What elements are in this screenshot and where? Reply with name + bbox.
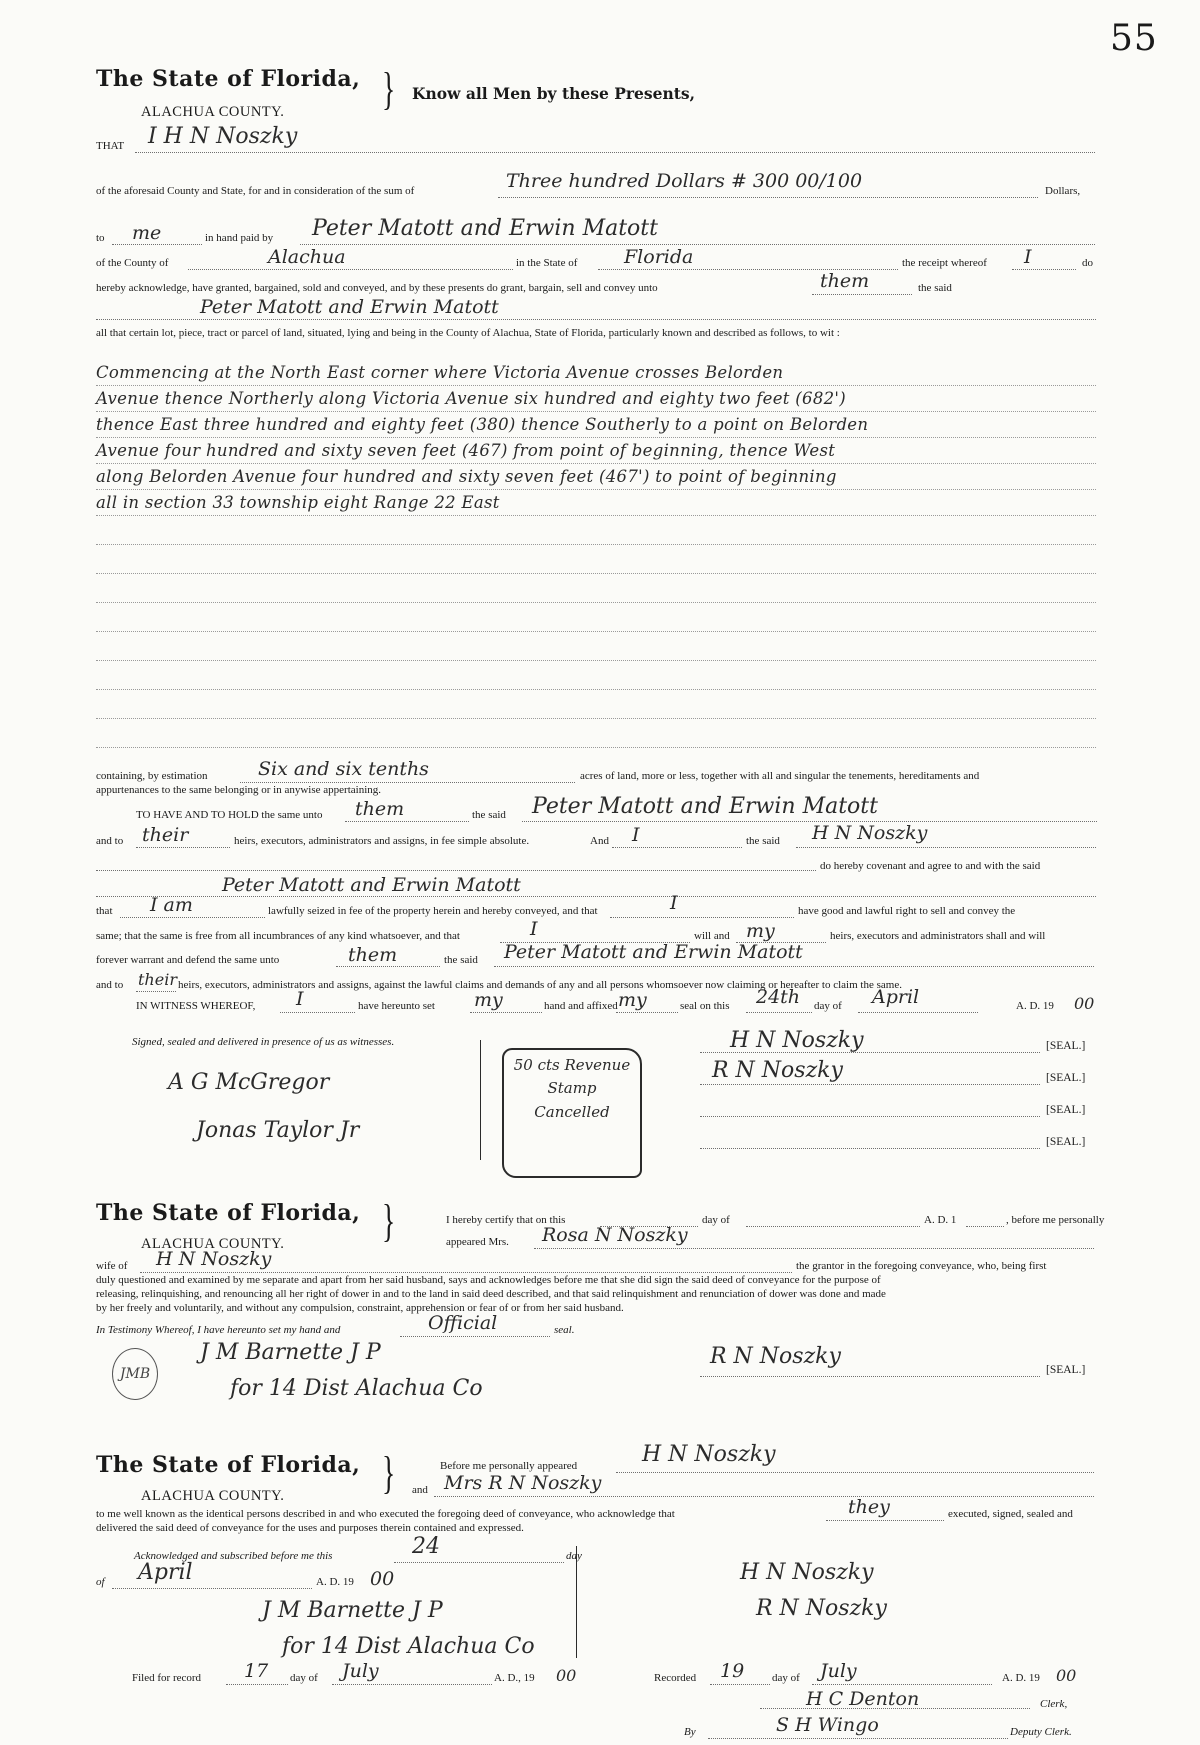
of-label: of (96, 1576, 105, 1588)
will-who: my (746, 920, 775, 942)
will-and-label: will and (694, 930, 730, 942)
hand-line (470, 1012, 542, 1013)
ack-day: 24 (412, 1534, 440, 1559)
wife-of-label: wife of (96, 1260, 128, 1272)
signature-line (700, 1084, 1040, 1085)
filed-month-line (332, 1684, 492, 1685)
sum-line (498, 197, 1038, 198)
desc-rule (96, 489, 1096, 490)
witness-signature: Jonas Taylor Jr (196, 1118, 360, 1143)
dower-text: duly questioned and examined by me separate and apart from her said husband, says and acknowledges before me that she did sign the said deed of conveyance for the purpose of (96, 1274, 881, 1286)
justice-signature: for 14 Dist Alachua Co (230, 1376, 483, 1401)
lawfully-who: I (670, 892, 678, 914)
that-line (120, 917, 265, 918)
know-all-men-heading: Know all Men by these Presents, (412, 84, 696, 103)
and-line (612, 847, 742, 848)
wife-of-line (140, 1272, 792, 1273)
grantor-signature: H N Noszky (740, 1560, 874, 1585)
ack-text: delivered the said deed of conveyance for the uses and purposes therein contained and expressed. (96, 1522, 524, 1534)
and-to-line (136, 991, 176, 992)
to-line (112, 244, 202, 245)
and-who: I (632, 824, 640, 846)
seal-mark: [SEAL.] (1046, 1072, 1086, 1084)
seal-mark: [SEAL.] (1046, 1136, 1086, 1148)
grantor-signature: H N Noszky (730, 1028, 864, 1053)
wife-name: Rosa N Noszky (542, 1224, 688, 1246)
official-word: Official (428, 1312, 498, 1334)
appeared-name: H N Noszky (642, 1442, 776, 1467)
grantees-line (96, 319, 1096, 320)
certify-year-line (966, 1226, 1004, 1227)
recorded-month: July (820, 1660, 857, 1682)
grantees-names: Peter Matott and Erwin Matott (222, 874, 521, 896)
said-line (522, 821, 1097, 822)
heading-bracket: } (382, 63, 396, 114)
clerk-label: Clerk, (1040, 1698, 1068, 1710)
appeared-line (616, 1472, 1094, 1473)
description-line: Avenue thence Northerly along Victoria Avenue six hundred and eighty two feet (682') (96, 389, 846, 408)
covenant-line (96, 870, 816, 871)
containing-label: containing, by estimation (96, 770, 208, 782)
unto-line (812, 294, 912, 295)
description-line: all in section 33 township eight Range 22 East (96, 493, 500, 512)
of-county-label: of the County of (96, 257, 169, 269)
ack-bracket (576, 1546, 577, 1658)
heading-bracket: } (382, 1195, 396, 1246)
state-name: Florida (624, 246, 694, 268)
deputy-clerk-label: Deputy Clerk. (1010, 1726, 1072, 1738)
certify-month-line (746, 1226, 920, 1227)
desc-rule (96, 602, 1096, 603)
stamp-line: Cancelled (534, 1102, 610, 1121)
ack-month: April (138, 1560, 193, 1585)
hand-who: my (474, 989, 503, 1011)
they-word: they (848, 1496, 890, 1518)
ack-year: 00 (370, 1568, 395, 1590)
seal-mark: [SEAL.] (1046, 1364, 1086, 1376)
ack-text: to me well known as the identical persons described in and who executed the foregoing deed of conveyance, who acknowledge that (96, 1508, 675, 1520)
county-line (188, 269, 513, 270)
day-label: day (566, 1550, 582, 1562)
signature-line (700, 1052, 1040, 1053)
payer-line (300, 244, 1095, 245)
the-said-label: the said (472, 809, 506, 821)
state-heading: The State of Florida, (96, 1452, 361, 1478)
witness-who-line (280, 1012, 355, 1013)
and-to-line (136, 847, 230, 848)
description-line: along Belorden Avenue four hundred and sixty seven feet (467') to point of beginning (96, 467, 837, 486)
desc-rule (96, 573, 1096, 574)
witness-day: 24th (756, 986, 801, 1008)
appeared-line (534, 1248, 1094, 1249)
certify-text: I hereby certify that on this (446, 1214, 566, 1226)
state-heading: The State of Florida, (96, 1200, 361, 1226)
deputy-line (708, 1738, 1008, 1739)
witness-who: I (296, 988, 304, 1010)
ad-label: A. D. 19 (316, 1576, 354, 1588)
and-to-label: and to (96, 835, 124, 847)
filed-year: 00 (556, 1666, 577, 1685)
that-label: that (96, 905, 113, 917)
witness-year: 00 (1074, 994, 1095, 1013)
filed-month: July (342, 1660, 379, 1682)
consideration-text: of the aforesaid County and State, for and in consideration of the sum of (96, 185, 415, 197)
executed-text: executed, signed, sealed and (948, 1508, 1073, 1520)
hereby-acknowledge-text: hereby acknowledge, have granted, bargained, sold and conveyed, and by these presents do grant, bargain, sell and convey unto (96, 282, 658, 294)
rec-month-line (812, 1684, 992, 1685)
official-line (400, 1336, 550, 1337)
grantor-text: the grantor in the foregoing conveyance, who, being first (796, 1260, 1047, 1272)
the-said-label: the said (918, 282, 952, 294)
forever-line (336, 966, 440, 967)
free-incumbrances-text: same; that the same is free from all incumbrances of any kind whatsoever, and that (96, 930, 460, 942)
and-to-whom: their (138, 970, 177, 989)
acres-value: Six and six tenths (258, 758, 429, 780)
desc-rule (96, 747, 1096, 748)
covenant-text: do hereby covenant and agree to and with the said (820, 860, 1041, 872)
acres-text: acres of land, more or less, together with all and singular the tenements, hereditaments and (580, 770, 980, 782)
county-heading: ALACHUA COUNTY. (141, 104, 285, 120)
desc-rule (96, 718, 1096, 719)
revenue-stamp (502, 1048, 642, 1178)
dollars-label: Dollars, (1045, 185, 1081, 197)
recorded-day: 19 (720, 1660, 745, 1682)
stamp-line: 50 cts Revenue (513, 1056, 631, 1074)
signature-line (700, 1148, 1040, 1149)
dower-text: by her freely and voluntarily, and without any compulsion, constraint, apprehension or fear of or from her said husband. (96, 1302, 624, 1314)
lawfully-text: lawfully seized in fee of the property herein and hereby conveyed, and that (268, 905, 598, 917)
seal-on-label: seal on this (680, 1000, 730, 1012)
good-right-text: have good and lawful right to sell and convey the (798, 905, 1016, 917)
desc-rule (96, 544, 1096, 545)
and-to-label: and to (96, 979, 124, 991)
grantees-names: Peter Matott and Erwin Matott (504, 941, 803, 963)
ad-label: A. D. 19 (1016, 1000, 1054, 1012)
all-that-text: all that certain lot, piece, tract or parcel of land, situated, lying and being in the County of Alachua, State of Florida, particularly known and described as follows, to wit : (96, 327, 840, 339)
forever-warrant-text: forever warrant and defend the same unto (96, 954, 280, 966)
they-line (826, 1520, 944, 1521)
filed-day: 17 (244, 1660, 269, 1682)
notary-seal-emblem: JMB (112, 1348, 158, 1400)
month-line (858, 1012, 978, 1013)
and-label: And (590, 835, 609, 847)
receipt-line (1012, 269, 1076, 270)
clerk-signature: H C Denton (806, 1688, 920, 1710)
desc-rule (96, 411, 1096, 412)
husband-name: H N Noszky (156, 1248, 272, 1270)
dower-text: releasing, relinquishing, and renouncing all her right of dower in and to the land in said deed described, and that said relinquishment and renunciation of dower was done and made (96, 1288, 886, 1300)
desc-rule (96, 385, 1096, 386)
heirs-text: heirs, executors, administrators and assigns, in fee simple absolute. (234, 835, 530, 847)
to-label: to (96, 232, 105, 244)
ad-label: A. D. 19 (1002, 1672, 1040, 1684)
recorded-year: 00 (1056, 1666, 1077, 1685)
recorded-label: Recorded (654, 1672, 697, 1684)
ack-month-line (112, 1588, 312, 1589)
appurtenances-text: appurtenances to the same belonging or in anywise appertaining. (96, 784, 381, 796)
to-have-label: TO HAVE AND TO HOLD the same unto (136, 809, 323, 821)
wife-signature: R N Noszky (710, 1344, 841, 1369)
and-label: and (412, 1484, 428, 1496)
that-line (135, 152, 1095, 153)
and-to-whom: their (142, 824, 189, 846)
lawfully-line (610, 917, 794, 918)
desc-rule (96, 660, 1096, 661)
unto-whom: them (820, 270, 870, 292)
before-me-label: Before me personally appeared (440, 1460, 578, 1472)
seal-word: seal. (554, 1324, 575, 1336)
state-heading: The State of Florida, (96, 66, 361, 92)
that-label: THAT (96, 140, 125, 152)
grantees-line (96, 896, 1096, 897)
wife-signature: R N Noszky (712, 1058, 843, 1083)
signed-sealed-label: Signed, sealed and delivered in presence of us as witnesses. (132, 1036, 395, 1048)
that-who: I am (150, 894, 193, 916)
grantor-line (796, 847, 1096, 848)
the-said-label: the said (746, 835, 780, 847)
day-of-label: day of (290, 1672, 318, 1684)
ack-day-line (394, 1562, 564, 1563)
description-line: thence East three hundred and eighty feet (380) thence Southerly to a point on Belorden (96, 415, 869, 434)
to-have-whom: them (355, 798, 405, 820)
seal-mark: [SEAL.] (1046, 1104, 1086, 1116)
justice-signature: J M Barnette J P (262, 1598, 443, 1623)
subscribed-label: Acknowledged and subscribed before me this (134, 1550, 333, 1562)
day-of-label: day of (772, 1672, 800, 1684)
ad-label: A. D. 1 (924, 1214, 957, 1226)
rec-day-line (710, 1684, 770, 1685)
day-of-label: day of (702, 1214, 730, 1226)
deputy-signature: S H Wingo (776, 1714, 879, 1736)
testimony-label: In Testimony Whereof, I have hereunto set my hand and (96, 1324, 341, 1336)
same-who: I (530, 918, 538, 940)
ad-label: A. D., 19 (494, 1672, 535, 1684)
grantor-name: I H N Noszky (148, 124, 298, 149)
signature-line (700, 1376, 1040, 1377)
seal-who-line (616, 1012, 678, 1013)
grantees-names: Peter Matott and Erwin Matott (200, 296, 499, 318)
wife-signature: R N Noszky (756, 1596, 887, 1621)
witness-month: April (872, 986, 920, 1008)
description-line: Commencing at the North East corner where Victoria Avenue crosses Belorden (96, 363, 784, 382)
grantor-name: H N Noszky (812, 822, 928, 844)
desc-rule (96, 631, 1096, 632)
forever-names-line (494, 966, 1094, 967)
county-heading: ALACHUA COUNTY. (141, 1488, 285, 1504)
before-me-text: , before me personally (1006, 1214, 1105, 1226)
do-label: do (1082, 257, 1093, 269)
filed-label: Filed for record (132, 1672, 202, 1684)
payer-names: Peter Matott and Erwin Matott (312, 216, 658, 241)
day-line (746, 1012, 812, 1013)
desc-rule (96, 515, 1096, 516)
heading-bracket: } (382, 1447, 396, 1498)
day-of-label: day of (814, 1000, 842, 1012)
heirs-shall-text: heirs, executors and administrators shall and will (830, 930, 1046, 942)
desc-rule (96, 689, 1096, 690)
appeared-name: Mrs R N Noszky (444, 1472, 602, 1494)
grantees-names: Peter Matott and Erwin Matott (532, 794, 878, 819)
and-line (434, 1496, 1094, 1497)
forever-whom: them (348, 944, 398, 966)
witness-bracket (480, 1040, 481, 1160)
description-line: Avenue four hundred and sixty seven feet (467) from point of beginning, thence West (96, 441, 836, 460)
signature-line (700, 1116, 1040, 1117)
hand-affixed-label: hand and affixed (544, 1000, 618, 1012)
appeared-label: appeared Mrs. (446, 1236, 509, 1248)
county-name: Alachua (268, 246, 346, 268)
page-number: 55 (1110, 18, 1158, 59)
stamp-line: Stamp (547, 1079, 597, 1098)
justice-signature: for 14 Dist Alachua Co (282, 1634, 535, 1659)
sum-amount: Three hundred Dollars # 300 00/100 (506, 170, 863, 192)
the-said-label: the said (444, 954, 478, 966)
witness-signature: A G McGregor (168, 1070, 330, 1095)
receipt-who: I (1024, 246, 1032, 268)
to-whom: me (132, 222, 162, 244)
have-set-label: have hereunto set (358, 1000, 435, 1012)
county-heading: ALACHUA COUNTY. (141, 1236, 285, 1252)
seal-mark: [SEAL.] (1046, 1040, 1086, 1052)
witness-whereof-label: IN WITNESS WHEREOF, (136, 1000, 256, 1012)
against-text: heirs, executors, administrators and assigns, against the lawful claims and demands of any and all persons whomsoever now claiming or hereafter to claim the same. (178, 979, 902, 991)
seal-who: my (618, 989, 647, 1011)
in-state-label: in the State of (516, 257, 578, 269)
justice-signature: J M Barnette J P (200, 1340, 381, 1365)
to-have-line (345, 821, 469, 822)
by-label: By (684, 1726, 696, 1738)
desc-rule (96, 463, 1096, 464)
receipt-label: the receipt whereof (902, 257, 987, 269)
filed-day-line (226, 1684, 288, 1685)
desc-rule (96, 437, 1096, 438)
hand-paid-label: in hand paid by (205, 232, 274, 244)
acres-line (240, 782, 575, 783)
